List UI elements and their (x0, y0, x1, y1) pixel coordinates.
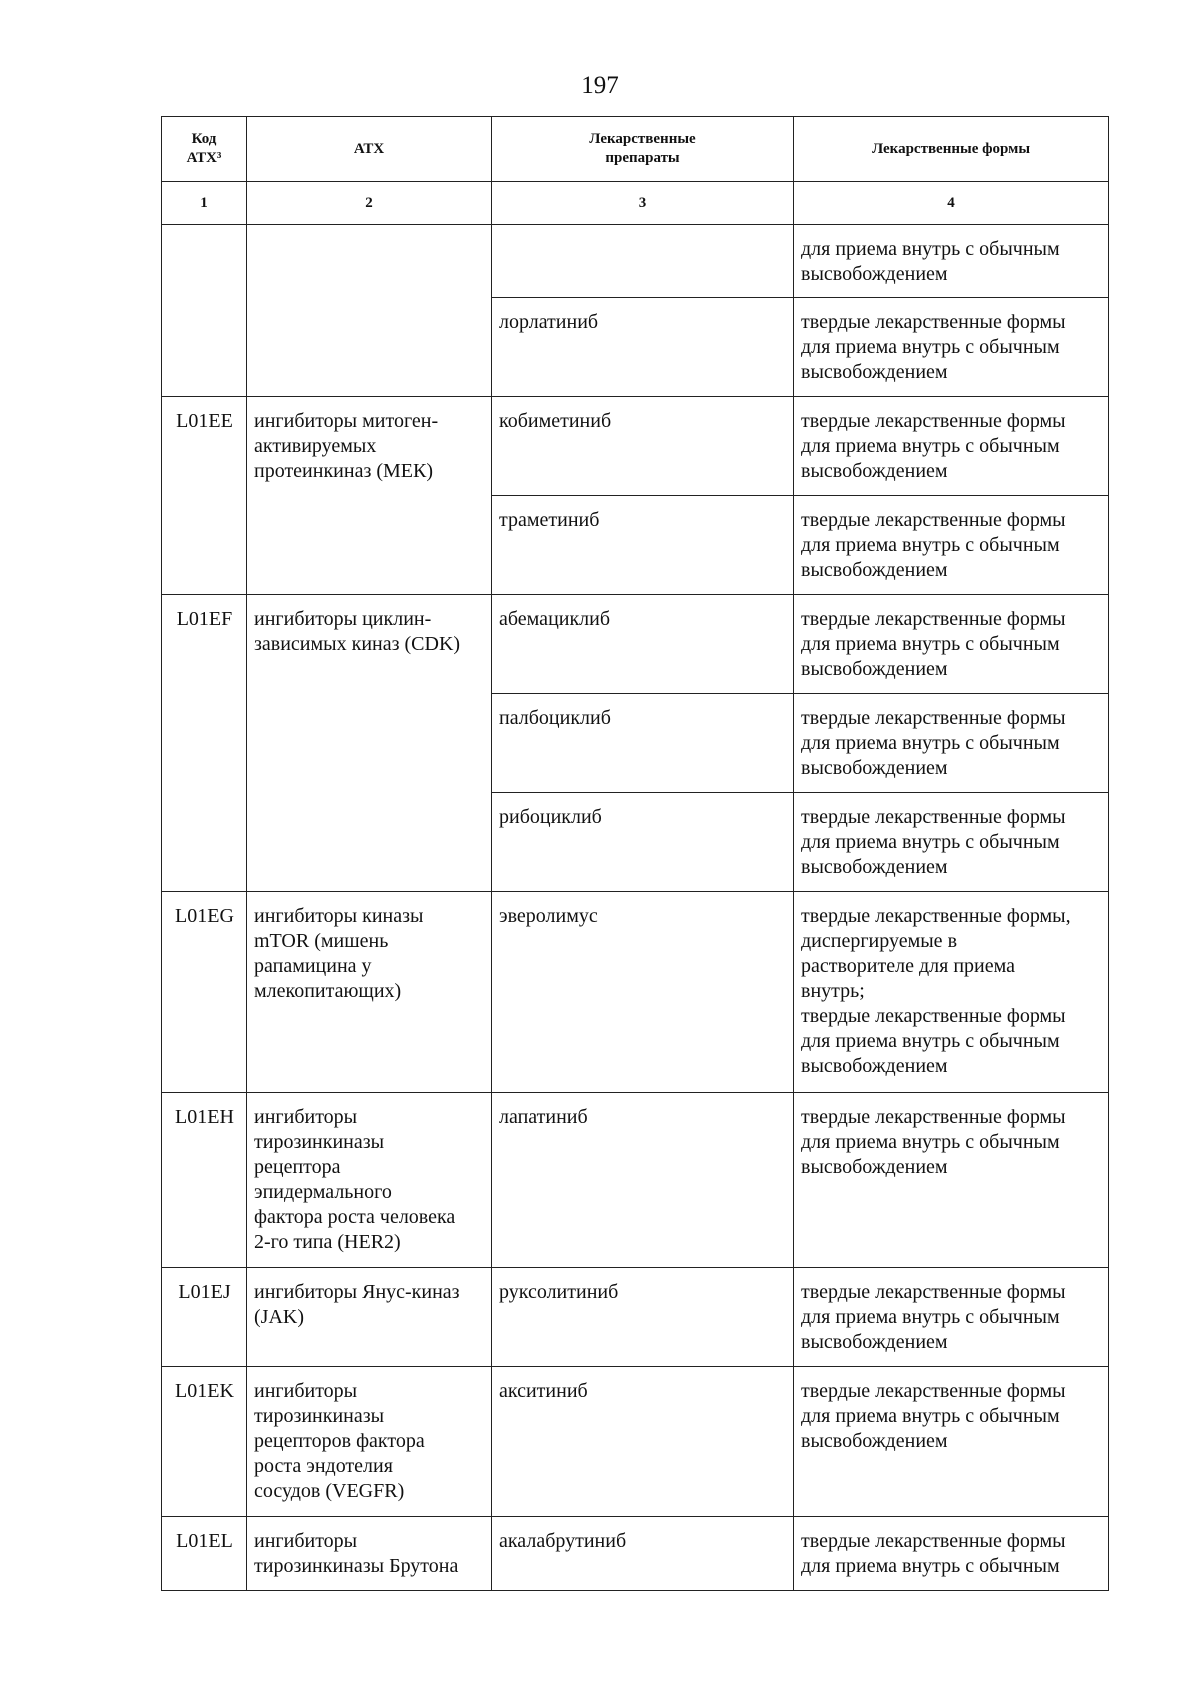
dosage-form-cell: твердые лекарственные формы для приема внутрь с обычным высвобождением (794, 595, 1109, 694)
table-row (162, 1268, 1109, 1367)
atx-code-cell: L01EE (162, 397, 247, 595)
drug-name-cell: лапатиниб (492, 1093, 794, 1268)
dosage-form-cell: твердые лекарственные формы для приема внутрь с обычным высвобождением (794, 1268, 1109, 1367)
drug-name-cell: эверолимус (492, 892, 794, 1093)
atx-group-cell: ингибиторы киназы mTOR (мишень рапамицина у млекопитающих) (247, 892, 492, 1093)
drug-name-cell: палбоциклиб (492, 694, 794, 793)
dosage-form-cell: твердые лекарственные формы для приема внутрь с обычным высвобождением (794, 694, 1109, 793)
table-row (162, 397, 1109, 496)
drug-name-cell: акситиниб (492, 1367, 794, 1517)
header-drugs: Лекарственные препараты (492, 117, 794, 182)
drug-name-cell: акалабрутиниб (492, 1517, 794, 1591)
atx-group-cell: ингибиторы тирозинкиназы Брутона (247, 1517, 492, 1591)
drug-name-cell (492, 225, 794, 298)
atx-code-cell: L01EK (162, 1367, 247, 1517)
table-header-row (162, 117, 1109, 182)
atx-code-cell (162, 225, 247, 397)
table-row (162, 1517, 1109, 1591)
drug-name-cell: кобиметиниб (492, 397, 794, 496)
dosage-form-cell: твердые лекарственные формы для приема внутрь с обычным (794, 1517, 1109, 1591)
dosage-form-cell: твердые лекарственные формы для приема внутрь с обычным высвобождением (794, 298, 1109, 397)
table-row (162, 1093, 1109, 1268)
drug-name-cell: абемациклиб (492, 595, 794, 694)
drug-name-cell: рибоциклиб (492, 793, 794, 892)
dosage-form-cell: твердые лекарственные формы для приема внутрь с обычным высвобождением (794, 793, 1109, 892)
dosage-form-cell: твердые лекарственные формы для приема внутрь с обычным высвобождением (794, 1093, 1109, 1268)
table-row (162, 1367, 1109, 1517)
column-number-row (162, 182, 1109, 225)
atx-group-cell: ингибиторы митоген- активируемых протеинкиназ (МЕК) (247, 397, 492, 595)
table-row (162, 892, 1109, 1093)
column-number: 2 (247, 182, 492, 225)
atx-group-cell: ингибиторы тирозинкиназы рецепторов фактора роста эндотелия сосудов (VEGFR) (247, 1367, 492, 1517)
drug-classification-table (161, 116, 1109, 1591)
dosage-form-cell: твердые лекарственные формы для приема внутрь с обычным высвобождением (794, 496, 1109, 595)
atx-group-cell (247, 225, 492, 397)
drug-name-cell: лорлатиниб (492, 298, 794, 397)
column-number: 1 (162, 182, 247, 225)
atx-group-cell: ингибиторы Янус-киназ (JAK) (247, 1268, 492, 1367)
header-atx-code: Код АТХ³ (162, 117, 247, 182)
dosage-form-cell: твердые лекарственные формы, диспергируемые в растворителе для приема внутрь; твердые лекарственные формы для приема внутрь с обычным высвобождением (794, 892, 1109, 1093)
header-dosage-forms: Лекарственные формы (794, 117, 1109, 182)
column-number: 3 (492, 182, 794, 225)
dosage-form-cell: твердые лекарственные формы для приема внутрь с обычным высвобождением (794, 397, 1109, 496)
drug-name-cell: траметиниб (492, 496, 794, 595)
atx-code-cell: L01EL (162, 1517, 247, 1591)
atx-group-cell: ингибиторы тирозинкиназы рецептора эпидермального фактора роста человека 2-го типа (HER2) (247, 1093, 492, 1268)
atx-code-cell: L01EG (162, 892, 247, 1093)
dosage-form-cell: для приема внутрь с обычным высвобождением (794, 225, 1109, 298)
atx-group-cell: ингибиторы циклин- зависимых киназ (CDK) (247, 595, 492, 892)
drug-name-cell: руксолитиниб (492, 1268, 794, 1367)
atx-code-cell: L01EH (162, 1093, 247, 1268)
column-number: 4 (794, 182, 1109, 225)
atx-code-cell: L01EF (162, 595, 247, 892)
dosage-form-cell: твердые лекарственные формы для приема внутрь с обычным высвобождением (794, 1367, 1109, 1517)
header-atx: АТХ (247, 117, 492, 182)
table-row (162, 595, 1109, 694)
atx-code-cell: L01EJ (162, 1268, 247, 1367)
table-row (162, 225, 1109, 298)
page-number: 197 (581, 72, 619, 99)
